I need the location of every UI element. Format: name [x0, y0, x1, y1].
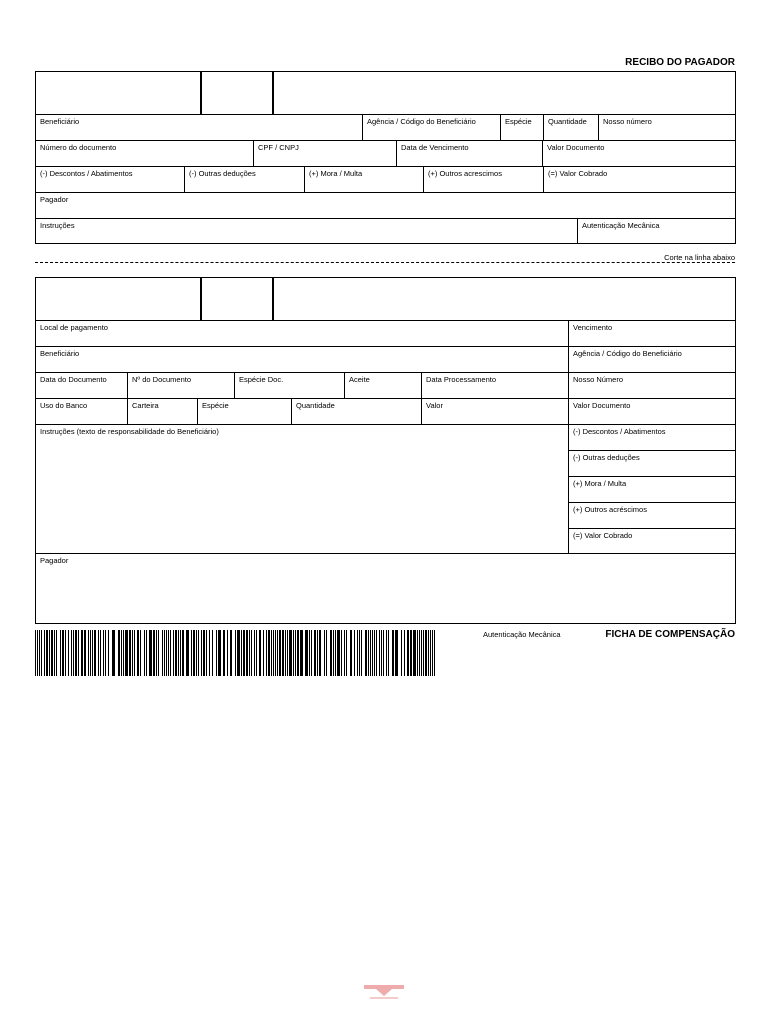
receipt-form	[35, 71, 736, 244]
slip-aceite: Aceite	[345, 373, 422, 399]
slip-bank-logo-cell	[36, 278, 201, 321]
receipt-descontos: (-) Descontos / Abatimentos	[36, 167, 185, 193]
slip-instrucoes: Instruções (texto de responsabilidade do Beneficiário)	[36, 425, 569, 554]
receipt-cpf-cnpj: CPF / CNPJ	[254, 141, 397, 167]
receipt-especie: Espécie	[501, 115, 544, 141]
slip-agencia-codigo: Agência / Código do Beneficiário	[569, 347, 735, 373]
slip-descontos: (-) Descontos / Abatimentos	[569, 425, 735, 451]
slip-valor: Valor	[422, 399, 569, 425]
slip-uso-banco: Uso do Banco	[36, 399, 128, 425]
slip-digitable-line-cell	[274, 278, 735, 321]
slip-local-pagamento: Local de pagamento	[36, 321, 569, 347]
slip-data-processamento: Data Processamento	[422, 373, 569, 399]
receipt-bank-logo-cell	[36, 72, 201, 115]
watermark-logo-icon	[362, 982, 406, 1000]
slip-nosso-numero: Nosso Número	[569, 373, 735, 399]
slip-pagador: Pagador	[40, 556, 69, 565]
slip-beneficiario: Beneficiário	[36, 347, 569, 373]
slip-form	[35, 277, 736, 624]
slip-especie-doc: Espécie Doc.	[235, 373, 345, 399]
receipt-outras-deducoes: (-) Outras deduções	[185, 167, 305, 193]
slip-outros-acrescimos: (+) Outros acréscimos	[569, 503, 735, 529]
slip-vencimento: Vencimento	[569, 321, 735, 347]
slip-carteira: Carteira	[128, 399, 198, 425]
receipt-title: RECIBO DO PAGADOR	[625, 57, 735, 68]
receipt-outros-acrescimos: (+) Outros acrescimos	[424, 167, 544, 193]
receipt-numero-documento: Número do documento	[36, 141, 254, 167]
slip-quantidade: Quantidade	[292, 399, 422, 425]
slip-especie: Espécie	[198, 399, 292, 425]
receipt-valor-cobrado: (=) Valor Cobrado	[544, 167, 735, 193]
receipt-bank-code-cell	[201, 72, 274, 115]
cut-line-label: Corte na linha abaixo	[664, 253, 735, 262]
receipt-nosso-numero: Nosso número	[599, 115, 735, 141]
slip-mora-multa: (+) Mora / Multa	[569, 477, 735, 503]
receipt-pagador: Pagador	[36, 193, 735, 219]
slip-valor-cobrado: (=) Valor Cobrado	[569, 529, 735, 554]
receipt-valor-documento: Valor Documento	[543, 141, 735, 167]
slip-outras-deducoes: (-) Outras deduções	[569, 451, 735, 477]
receipt-quantidade: Quantidade	[544, 115, 599, 141]
slip-autenticacao: Autenticação Mecânica	[483, 630, 561, 639]
receipt-autenticacao: Autenticação Mecânica	[582, 221, 660, 230]
slip-title: FICHA DE COMPENSAÇÃO	[605, 629, 735, 640]
receipt-digitable-line-cell	[274, 72, 735, 115]
receipt-data-vencimento: Data de Vencimento	[397, 141, 543, 167]
slip-n-documento: Nº do Documento	[128, 373, 235, 399]
slip-bank-code-cell	[201, 278, 274, 321]
slip-data-documento: Data do Documento	[36, 373, 128, 399]
receipt-agencia-codigo: Agência / Código do Beneficiário	[363, 115, 501, 141]
barcode	[35, 630, 435, 676]
receipt-instrucoes: Instruções	[36, 219, 578, 243]
receipt-mora-multa: (+) Mora / Multa	[305, 167, 424, 193]
receipt-beneficiario: Beneficiário	[36, 115, 363, 141]
slip-valor-documento: Valor Documento	[569, 399, 735, 425]
cut-line	[35, 262, 735, 263]
